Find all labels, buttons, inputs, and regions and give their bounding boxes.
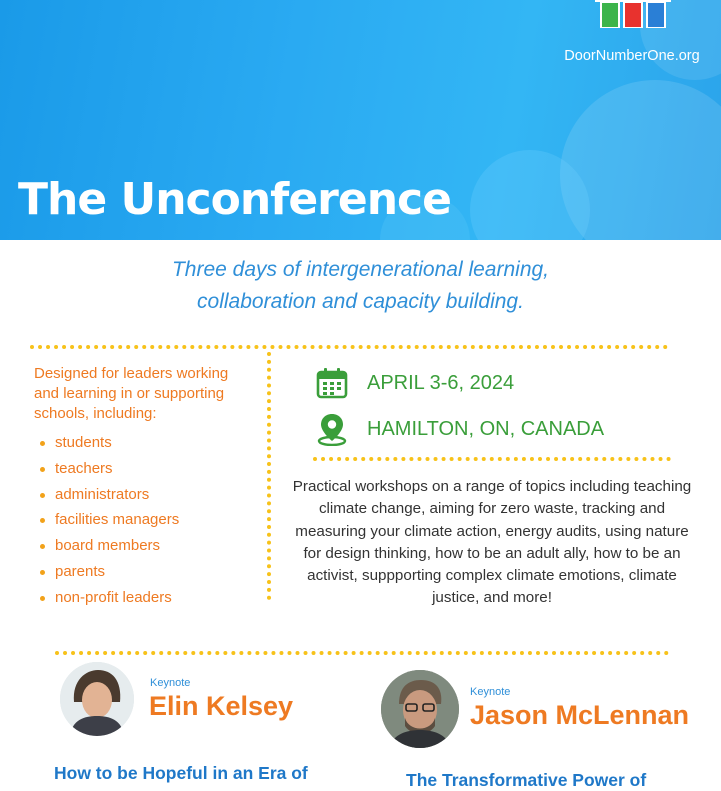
keynote-talk-title: How to be Hopeful in an Era of bbox=[54, 763, 308, 783]
title-line-1: The Unconference bbox=[18, 174, 451, 225]
audience-item: non-profit leaders bbox=[34, 585, 256, 611]
audience-item: teachers bbox=[34, 456, 256, 482]
header-banner bbox=[0, 0, 721, 240]
tagline-line-2: collaboration and capacity building. bbox=[197, 290, 524, 313]
audience-item: parents bbox=[34, 559, 256, 585]
tagline bbox=[0, 254, 721, 318]
person-photo-icon bbox=[381, 670, 459, 748]
keynote-name: Elin Kelsey bbox=[149, 691, 294, 721]
keynote-avatar-elin-kelsey bbox=[60, 662, 134, 736]
keynote-label: Keynote bbox=[470, 686, 511, 698]
logo-text: DoorNumberOne.org bbox=[564, 48, 700, 64]
dotted-divider-top bbox=[30, 345, 668, 349]
event-location bbox=[316, 412, 604, 446]
audience-item: board members bbox=[34, 533, 256, 559]
dotted-divider-vertical bbox=[267, 352, 271, 600]
doornumberone-logo[interactable] bbox=[557, 0, 707, 70]
workshops-description: Practical workshops on a range of topics including teaching climate change, aiming for zero waste, tracking and measuring your climate action, energy audits, using nature for design thinking, how to be an adult ally, how to be an activist, suppporting complex climate emotions, climate justice, and more! bbox=[292, 478, 692, 607]
event-date bbox=[316, 366, 514, 400]
audience-intro: Designed for leaders working and learning in or supporting schools, including: bbox=[34, 365, 229, 422]
event-title bbox=[18, 10, 539, 240]
dotted-divider-bottom bbox=[55, 651, 669, 655]
map-pin-icon bbox=[316, 412, 348, 446]
doors-icon bbox=[595, 0, 671, 28]
keynote-name: Jason McLennan bbox=[470, 700, 690, 730]
keynote-talk-title: The Transformative Power of bbox=[406, 770, 647, 790]
audience-list bbox=[34, 430, 256, 611]
audience-section bbox=[34, 364, 256, 611]
keynote-avatar-jason-mclennan bbox=[381, 670, 459, 748]
tagline-line-1: Three days of intergenerational learning, bbox=[171, 258, 550, 281]
calendar-icon bbox=[316, 367, 348, 399]
dotted-divider-middle bbox=[313, 457, 671, 461]
audience-item: students bbox=[34, 430, 256, 456]
audience-item: facilities managers bbox=[34, 507, 256, 533]
person-photo-icon bbox=[60, 662, 134, 736]
keynote-label: Keynote bbox=[150, 677, 191, 689]
event-location-text: HAMILTON, ON, CANADA bbox=[367, 417, 605, 440]
audience-item: administrators bbox=[34, 482, 256, 508]
event-date-text: APRIL 3-6, 2024 bbox=[367, 371, 515, 394]
